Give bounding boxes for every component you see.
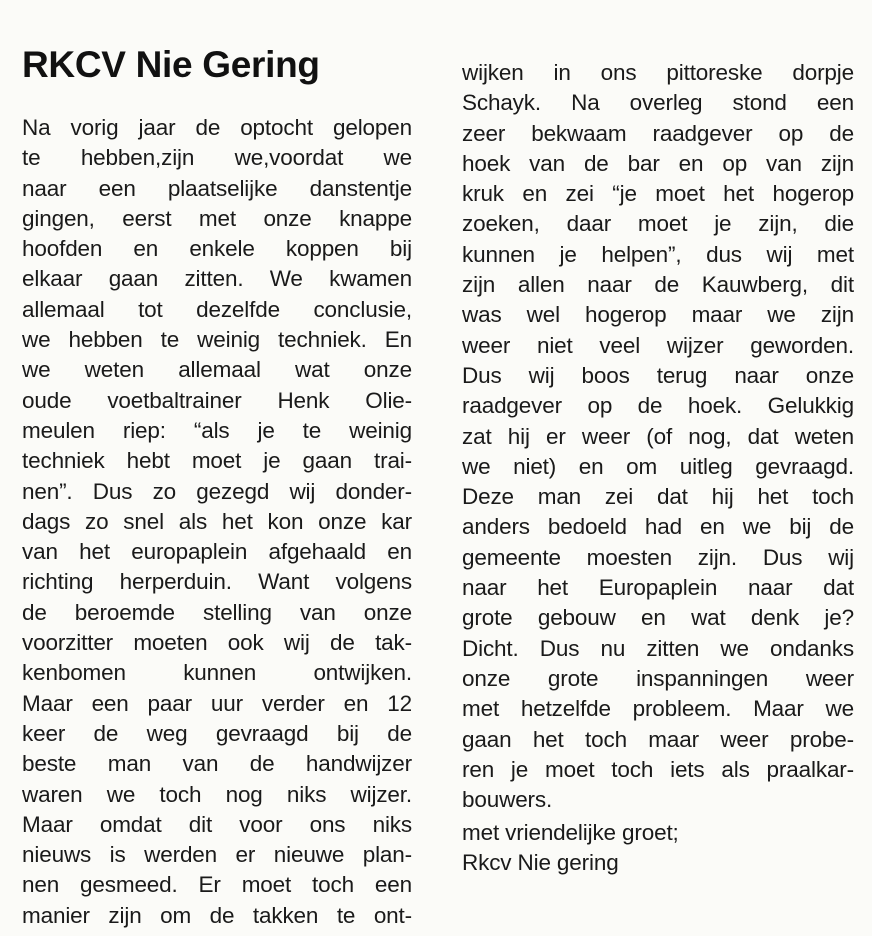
- text-line: raadgever op de hoek. Gelukkig: [462, 393, 854, 419]
- text-line: richting herperduin. Want volgens: [22, 569, 412, 595]
- text-line: nieuws is werden er nieuwe plan-: [22, 842, 412, 868]
- text-line: gaan het toch maar weer probe-: [462, 726, 854, 752]
- text-line: ren je moet toch iets als praalkar-: [462, 756, 854, 782]
- text-line: manier zijn om de takken te ont-: [22, 902, 412, 928]
- text-line: nen”. Dus zo gezegd wij donder-: [22, 478, 412, 504]
- text-line: dags zo snel als het kon onze kar: [22, 508, 412, 534]
- text-line: voorzitter moeten ook wij de tak-: [22, 630, 412, 656]
- text-line: gemeente moesten zijn. Dus wij: [462, 544, 854, 570]
- text-line: Maar omdat dit voor ons niks: [22, 811, 412, 837]
- text-line: hoofden en enkele koppen bij: [22, 236, 412, 262]
- text-line: te hebben,zijn we,voordat we: [22, 145, 412, 171]
- text-line: weer niet veel wijzer geworden.: [462, 332, 854, 358]
- text-line: Deze man zei dat hij het toch: [462, 484, 854, 510]
- text-line: techniek hebt moet je gaan trai-: [22, 448, 412, 474]
- text-line: met vriendelijke groet;: [462, 820, 679, 845]
- text-line: was wel hogerop maar we zijn: [462, 302, 854, 328]
- text-line: zeer bekwaam raadgever op de: [462, 120, 854, 146]
- text-line: Rkcv Nie gering: [462, 850, 619, 876]
- text-line: anders bedoeld had en we bij de: [462, 514, 854, 540]
- text-line: onze grote inspanningen weer: [462, 665, 854, 691]
- text-line: de beroemde stelling van onze: [22, 599, 412, 625]
- text-line: Dicht. Dus nu zitten we ondanks: [462, 635, 854, 661]
- text-line: wijken in ons pittoreske dorpje: [462, 60, 854, 85]
- text-line: beste man van de handwijzer: [22, 751, 412, 777]
- article-title: RKCV Nie Gering: [22, 44, 320, 85]
- text-line: keer de weg gevraagd bij de: [22, 720, 412, 746]
- text-line: kruk en zei “je moet het hogerop: [462, 181, 854, 207]
- text-line: kunnen je helpen”, dus wij met: [462, 241, 854, 267]
- text-line: meulen riep: “als je te weinig: [22, 417, 412, 443]
- text-line: Dus wij boos terug naar onze: [462, 362, 854, 388]
- text-line: Na vorig jaar de optocht gelopen: [22, 115, 412, 140]
- left-column: [22, 113, 412, 931]
- text-line: we hebben te weinig techniek. En: [22, 327, 412, 353]
- text-line: van het europaplein afgehaald en: [22, 539, 412, 565]
- right-column: [462, 58, 854, 815]
- text-line: naar een plaatselijke danstentje: [22, 175, 412, 201]
- text-line: elkaar gaan zitten. We kwamen: [22, 266, 412, 292]
- text-line: waren we toch nog niks wijzer.: [22, 781, 412, 807]
- closing-signature: [462, 818, 854, 879]
- text-line: gingen, eerst met onze knappe: [22, 205, 412, 231]
- text-line: allemaal tot dezelfde conclusie,: [22, 296, 412, 322]
- text-line: zat hij er weer (of nog, dat weten: [462, 423, 854, 449]
- text-line: nen gesmeed. Er moet toch een: [22, 872, 412, 898]
- text-line: bouwers.: [462, 787, 553, 813]
- text-line: oude voetbaltrainer Henk Olie-: [22, 387, 412, 413]
- text-line: naar het Europaplein naar dat: [462, 575, 854, 601]
- text-line: kenbomen kunnen ontwijken.: [22, 660, 412, 686]
- text-line: we weten allemaal wat onze: [22, 357, 412, 383]
- text-line: Schayk. Na overleg stond een: [462, 90, 854, 116]
- text-line: met hetzelfde probleem. Maar we: [462, 696, 854, 722]
- text-line: we niet) en om uitleg gevraagd.: [462, 453, 854, 479]
- text-line: zijn allen naar de Kauwberg, dit: [462, 272, 854, 298]
- text-line: hoek van de bar en op van zijn: [462, 150, 854, 176]
- text-line: zoeken, daar moet je zijn, die: [462, 211, 854, 237]
- text-line: grote gebouw en wat denk je?: [462, 605, 854, 631]
- text-line: Maar een paar uur verder en 12: [22, 690, 412, 716]
